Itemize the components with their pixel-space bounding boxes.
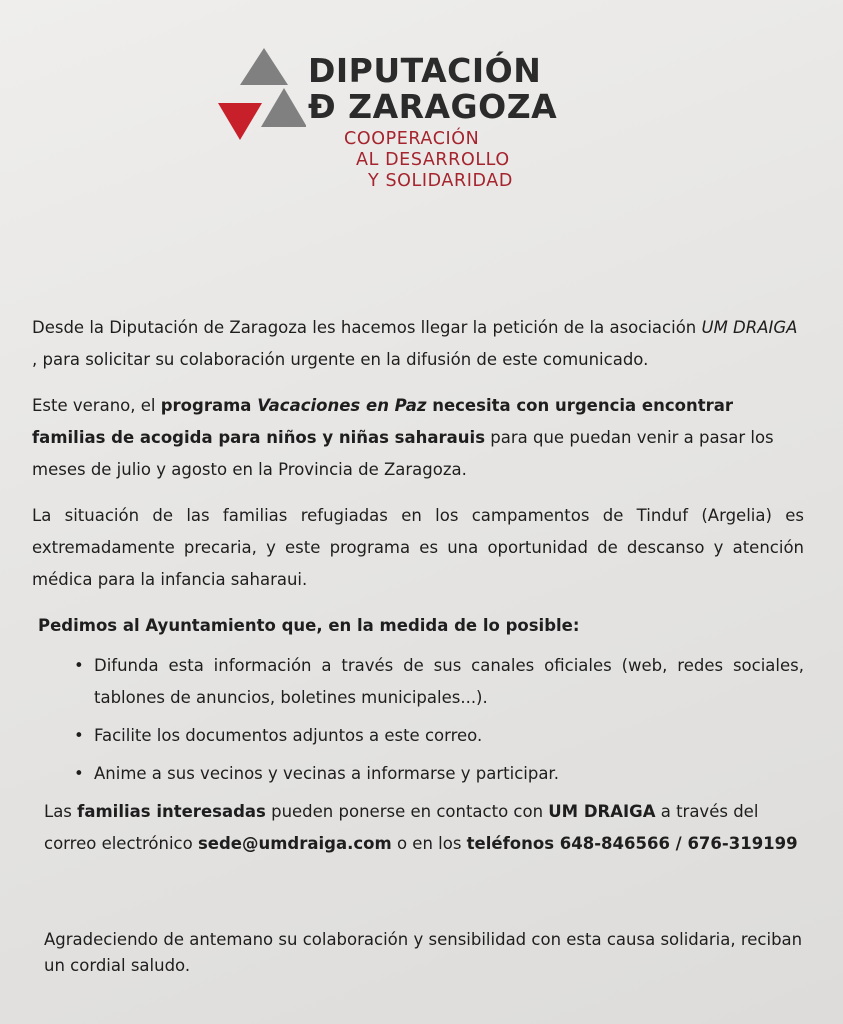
appeal-text-2: para que puedan venir a pasar los meses de julio y agosto en la Provincia de Zaragoza. (32, 428, 774, 479)
contact-bold-association: UM DRAIGA (548, 802, 656, 821)
appeal-bold-2: necesita con urgencia encontrar familias de acogida para niños y niñas saharauis (32, 396, 734, 447)
triangles-logo-icon (216, 44, 306, 144)
program-name: Vacaciones en Paz (257, 396, 427, 415)
closing-paragraph: Agradeciendo de antemano su colaboración y sensibilidad con esta causa solidaria, reciban un cordial saludo. (44, 929, 803, 975)
appeal-bold-1: programa (160, 396, 258, 415)
bullet-icon: • (74, 726, 84, 745)
logo-dept-line1: COOPERACIÓN (344, 129, 480, 149)
letter-body (32, 312, 804, 860)
request-item-text: Anime a sus vecinos y vecinas a informarse y participar. (94, 764, 559, 783)
situation-paragraph: La situación de las familias refugiadas en los campamentos de Tinduf (Argelia) es extremadamente precaria, y este programa es una oportunidad de descanso y atención médica para la infancia saharaui. (32, 506, 804, 589)
contact-bold-families: familias interesadas (77, 802, 266, 821)
bullet-icon: • (74, 656, 84, 675)
appeal-paragraph (32, 390, 804, 486)
bullet-icon: • (74, 764, 84, 783)
request-item-text: Difunda esta información a través de sus canales oficiales (web, redes sociales, tablones de anuncios, boletines municipales...). (94, 656, 804, 707)
logo-org-line2: Đ ZARAGOZA (308, 87, 558, 126)
list-item (74, 720, 804, 752)
contact-email: sede@umdraiga.com (197, 834, 392, 853)
contact-text-2: pueden ponerse en contacto con (265, 802, 549, 821)
contact-phones: teléfonos 648-846566 / 676-319199 (466, 834, 798, 853)
intro-text-2: , para solicitar su colaboración urgente en la difusión de este comunicado. (32, 350, 649, 369)
request-item-text: Facilite los documentos adjuntos a este correo. (94, 726, 483, 745)
logo-dept-line2: AL DESARROLLO (356, 150, 510, 170)
intro-paragraph (32, 312, 804, 376)
list-item (74, 650, 804, 714)
contact-text-4: o en los (391, 834, 467, 853)
appeal-text-1: Este verano, el (32, 396, 161, 415)
contact-text-1: Las (44, 802, 78, 821)
diputacion-zaragoza-logo (216, 44, 616, 204)
contact-paragraph (44, 796, 804, 860)
logo-dept-line3: Y SOLIDARIDAD (368, 171, 513, 191)
requests-heading: Pedimos al Ayuntamiento que, en la medida de lo posible: (38, 616, 580, 635)
logo-org-line1: DIPUTACIÓN (308, 51, 542, 90)
list-item (74, 758, 804, 790)
contact-text-3: a través del correo electrónico (44, 802, 759, 853)
requests-list (32, 650, 804, 790)
intro-text-1: Desde la Diputación de Zaragoza les hacemos llegar la petición de la asociación (32, 318, 702, 337)
association-name: UM DRAIGA (701, 318, 798, 337)
